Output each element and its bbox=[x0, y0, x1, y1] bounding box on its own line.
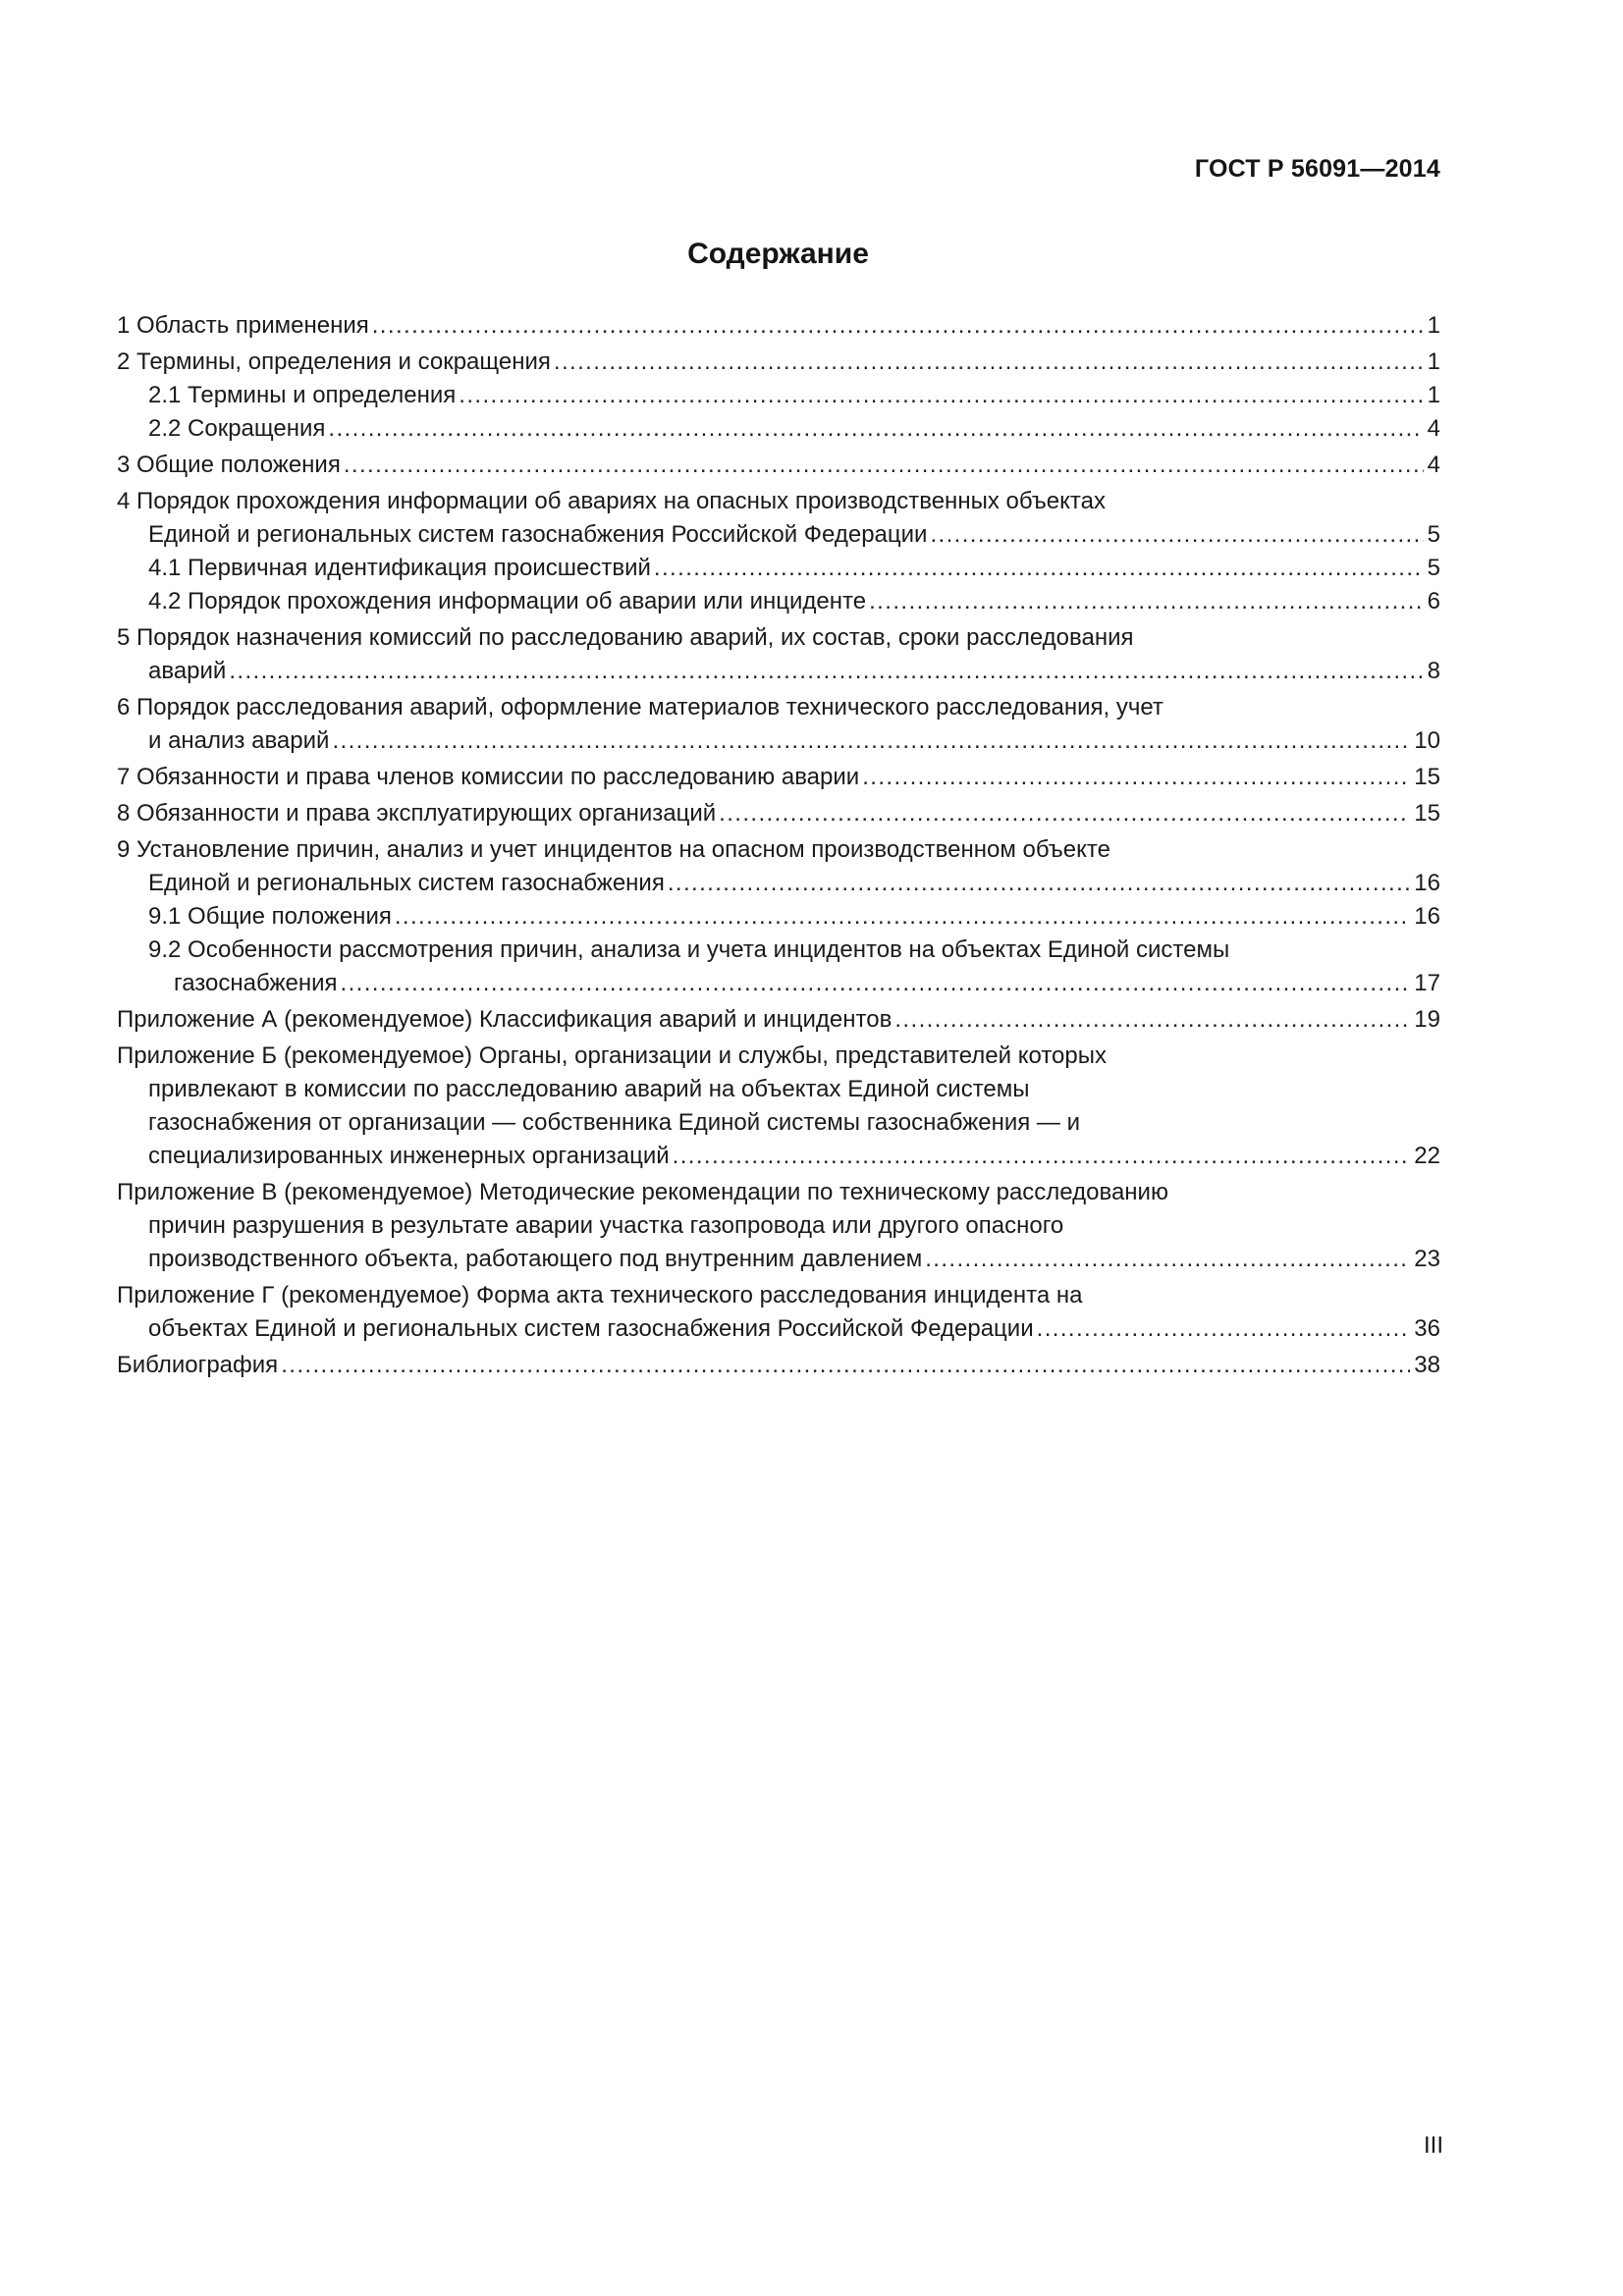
toc-entry-line bbox=[117, 552, 1440, 585]
toc-entry-label: Приложение А (рекомендуемое) Классификация аварий и инцидентов bbox=[117, 1006, 893, 1033]
toc-entry-line bbox=[117, 867, 1440, 900]
toc-entry-line bbox=[117, 621, 1440, 655]
toc-entry-line bbox=[117, 1073, 1440, 1106]
toc-entry[interactable] bbox=[117, 797, 1440, 830]
dot-leader bbox=[654, 552, 1424, 585]
toc-entry-page: 22 bbox=[1414, 1143, 1440, 1169]
toc-entry-page: 16 bbox=[1414, 870, 1440, 896]
toc-entry-label: 3 Общие положения bbox=[117, 452, 341, 478]
toc-entry[interactable] bbox=[117, 1279, 1440, 1346]
toc-entry-label: Приложение В (рекомендуемое) Методические рекомендации по техническому расследованию bbox=[117, 1179, 1168, 1205]
toc-entry-line bbox=[117, 585, 1440, 618]
dot-leader bbox=[925, 1243, 1410, 1276]
toc-entry-line bbox=[117, 518, 1440, 552]
toc-entry[interactable] bbox=[117, 1176, 1440, 1276]
toc-entry[interactable] bbox=[117, 412, 1440, 446]
dot-leader bbox=[894, 1003, 1410, 1037]
toc-entry-label: газоснабжения от организации — собственника Единой системы газоснабжения — и bbox=[148, 1109, 1080, 1136]
toc-entry-page: 36 bbox=[1414, 1315, 1440, 1342]
toc-entry-text bbox=[117, 1003, 1440, 1037]
dot-leader bbox=[554, 346, 1424, 379]
toc-entry-text bbox=[117, 585, 1440, 618]
toc-entry-line bbox=[117, 1209, 1440, 1243]
toc-entry-text bbox=[117, 412, 1440, 446]
toc-entry-label: привлекают в комиссии по расследованию аварий на объектах Единой системы bbox=[148, 1076, 1030, 1102]
toc-entry-text bbox=[117, 621, 1440, 688]
toc-entry-text bbox=[117, 1279, 1440, 1346]
toc-entry-label: 4 Порядок прохождения информации об авариях на опасных производственных объектах bbox=[117, 488, 1106, 514]
toc-entry[interactable] bbox=[117, 552, 1440, 585]
toc-entry-line bbox=[117, 1312, 1440, 1346]
toc-entry-page: 1 bbox=[1427, 312, 1440, 339]
toc-entry-label: 5 Порядок назначения комиссий по расследованию аварий, их состав, сроки расследования bbox=[117, 624, 1134, 651]
toc-entry-page: 38 bbox=[1414, 1352, 1440, 1378]
dot-leader bbox=[344, 449, 1424, 482]
dot-leader bbox=[459, 379, 1423, 412]
toc-entry-line bbox=[117, 485, 1440, 518]
toc-entry-label: 6 Порядок расследования аварий, оформление материалов технического расследования, учет bbox=[117, 694, 1163, 721]
toc-entry-page: 19 bbox=[1414, 1006, 1440, 1033]
toc-title: Содержание bbox=[687, 238, 869, 270]
toc-entry-line bbox=[117, 346, 1440, 379]
toc-entry-line bbox=[117, 1243, 1440, 1276]
dot-leader bbox=[372, 309, 1424, 343]
toc-entry-label: 9 Установление причин, анализ и учет инцидентов на опасном производственном объекте bbox=[117, 836, 1110, 863]
dot-leader bbox=[862, 761, 1410, 794]
dot-leader bbox=[332, 724, 1410, 758]
dot-leader bbox=[673, 1140, 1411, 1173]
toc-entry-text bbox=[117, 1040, 1440, 1173]
dot-leader bbox=[281, 1349, 1410, 1382]
toc-entry-label: причин разрушения в результате аварии участка газопровода или другого опасного bbox=[148, 1212, 1064, 1239]
toc-entry-page: 8 bbox=[1427, 658, 1440, 684]
toc-entry-text bbox=[117, 1176, 1440, 1276]
dot-leader bbox=[1037, 1312, 1411, 1346]
toc-entry-label: 9.2 Особенности рассмотрения причин, анализа и учета инцидентов на объектах Единой системы bbox=[148, 936, 1230, 963]
dot-leader bbox=[395, 900, 1410, 934]
toc-entry-label: производственного объекта, работающего под внутренним давлением bbox=[148, 1246, 923, 1272]
page-number: III bbox=[1423, 2132, 1443, 2159]
dot-leader bbox=[869, 585, 1424, 618]
toc-entry-page: 1 bbox=[1427, 382, 1440, 408]
toc-entry[interactable] bbox=[117, 621, 1440, 688]
toc-entry-label: 8 Обязанности и права эксплуатирующих организаций bbox=[117, 800, 717, 827]
toc-entry[interactable] bbox=[117, 449, 1440, 482]
toc-entry-label: Приложение Б (рекомендуемое) Органы, организации и службы, представителей которых bbox=[117, 1042, 1107, 1069]
toc-entry-label: 1 Область применения bbox=[117, 312, 369, 339]
toc-entry-label: 2.2 Сокращения bbox=[148, 415, 326, 442]
toc-entry-label: и анализ аварий bbox=[148, 727, 330, 754]
toc-entry-line bbox=[117, 724, 1440, 758]
toc-entry[interactable] bbox=[117, 485, 1440, 552]
toc-entry-text bbox=[117, 691, 1440, 758]
toc-entry-line bbox=[117, 449, 1440, 482]
toc-entry-label: 4.2 Порядок прохождения информации об аварии или инциденте bbox=[148, 588, 867, 614]
toc-entry-text bbox=[117, 485, 1440, 552]
toc-entry-line bbox=[117, 1140, 1440, 1173]
toc-entry[interactable] bbox=[117, 1349, 1440, 1382]
toc-entry-page: 5 bbox=[1427, 555, 1440, 581]
toc-entry-line bbox=[117, 967, 1440, 1000]
toc-entry-line bbox=[117, 797, 1440, 830]
toc-entry-line bbox=[117, 309, 1440, 343]
toc-entry-label: аварий bbox=[148, 658, 227, 684]
toc-entry-text bbox=[117, 900, 1440, 934]
toc-entry-label: 7 Обязанности и права членов комиссии по расследованию аварии bbox=[117, 764, 860, 790]
toc-entry-text bbox=[117, 797, 1440, 830]
toc-entry-page: 6 bbox=[1427, 588, 1440, 614]
toc-entry[interactable] bbox=[117, 1003, 1440, 1037]
toc-entry-label: 2.1 Термины и определения bbox=[148, 382, 457, 408]
toc-entry-label: газоснабжения bbox=[174, 970, 338, 996]
toc-entry-line bbox=[117, 1349, 1440, 1382]
toc-entry-page: 15 bbox=[1414, 800, 1440, 827]
toc-entry-text bbox=[117, 552, 1440, 585]
toc-entry-text bbox=[117, 833, 1440, 900]
toc-entry-line bbox=[117, 1176, 1440, 1209]
toc-entry-line bbox=[117, 761, 1440, 794]
toc-entry-page: 23 bbox=[1414, 1246, 1440, 1272]
toc-entry-text bbox=[117, 934, 1440, 1000]
toc-entry-text bbox=[117, 1349, 1440, 1382]
toc-entry[interactable] bbox=[117, 1040, 1440, 1173]
toc-entry-text bbox=[117, 309, 1440, 343]
toc-entry-page: 5 bbox=[1427, 521, 1440, 548]
toc-entry[interactable] bbox=[117, 585, 1440, 618]
toc-entry-line bbox=[117, 412, 1440, 446]
toc-entry[interactable] bbox=[117, 379, 1440, 412]
toc-entry-label: Приложение Г (рекомендуемое) Форма акта технического расследования инцидента на bbox=[117, 1282, 1083, 1308]
document-code: ГОСТ Р 56091—2014 bbox=[1194, 155, 1440, 183]
toc-entry-text bbox=[117, 379, 1440, 412]
toc-entry-line bbox=[117, 1040, 1440, 1073]
toc-entry[interactable] bbox=[117, 346, 1440, 379]
dot-leader bbox=[229, 655, 1423, 688]
toc-entry-label: 9.1 Общие положения bbox=[148, 903, 392, 930]
table-of-contents bbox=[117, 306, 1440, 1382]
toc-entry-line bbox=[117, 379, 1440, 412]
toc-entry-label: Библиография bbox=[117, 1352, 279, 1378]
toc-entry-line bbox=[117, 833, 1440, 867]
toc-entry-line bbox=[117, 934, 1440, 967]
dot-leader bbox=[328, 412, 1423, 446]
dot-leader bbox=[719, 797, 1410, 830]
toc-entry-label: объектах Единой и региональных систем газоснабжения Российской Федерации bbox=[148, 1315, 1034, 1342]
toc-entry-line bbox=[117, 691, 1440, 724]
toc-entry[interactable] bbox=[117, 833, 1440, 900]
toc-entry-line bbox=[117, 1003, 1440, 1037]
toc-entry-text bbox=[117, 346, 1440, 379]
dot-leader bbox=[930, 518, 1423, 552]
toc-entry-page: 4 bbox=[1427, 415, 1440, 442]
toc-entry-line bbox=[117, 1106, 1440, 1140]
toc-entry-line bbox=[117, 655, 1440, 688]
toc-entry-page: 1 bbox=[1427, 348, 1440, 375]
toc-entry-page: 10 bbox=[1414, 727, 1440, 754]
toc-entry-label: 4.1 Первичная идентификация происшествий bbox=[148, 555, 651, 581]
toc-entry-text bbox=[117, 761, 1440, 794]
toc-entry-label: Единой и региональных систем газоснабжения Российской Федерации bbox=[148, 521, 928, 548]
toc-entry[interactable] bbox=[117, 309, 1440, 343]
toc-entry-label: 2 Термины, определения и сокращения bbox=[117, 348, 551, 375]
toc-entry-page: 4 bbox=[1427, 452, 1440, 478]
toc-entry-page: 17 bbox=[1414, 970, 1440, 996]
toc-entry[interactable] bbox=[117, 934, 1440, 1000]
toc-entry-page: 16 bbox=[1414, 903, 1440, 930]
toc-entry[interactable] bbox=[117, 900, 1440, 934]
toc-entry-label: специализированных инженерных организаций bbox=[148, 1143, 670, 1169]
toc-entry[interactable] bbox=[117, 761, 1440, 794]
dot-leader bbox=[341, 967, 1411, 1000]
toc-entry-label: Единой и региональных систем газоснабжения bbox=[148, 870, 665, 896]
toc-entry-text bbox=[117, 449, 1440, 482]
toc-entry[interactable] bbox=[117, 691, 1440, 758]
toc-entry-line bbox=[117, 1279, 1440, 1312]
dot-leader bbox=[668, 867, 1410, 900]
toc-entry-page: 15 bbox=[1414, 764, 1440, 790]
toc-entry-line bbox=[117, 900, 1440, 934]
